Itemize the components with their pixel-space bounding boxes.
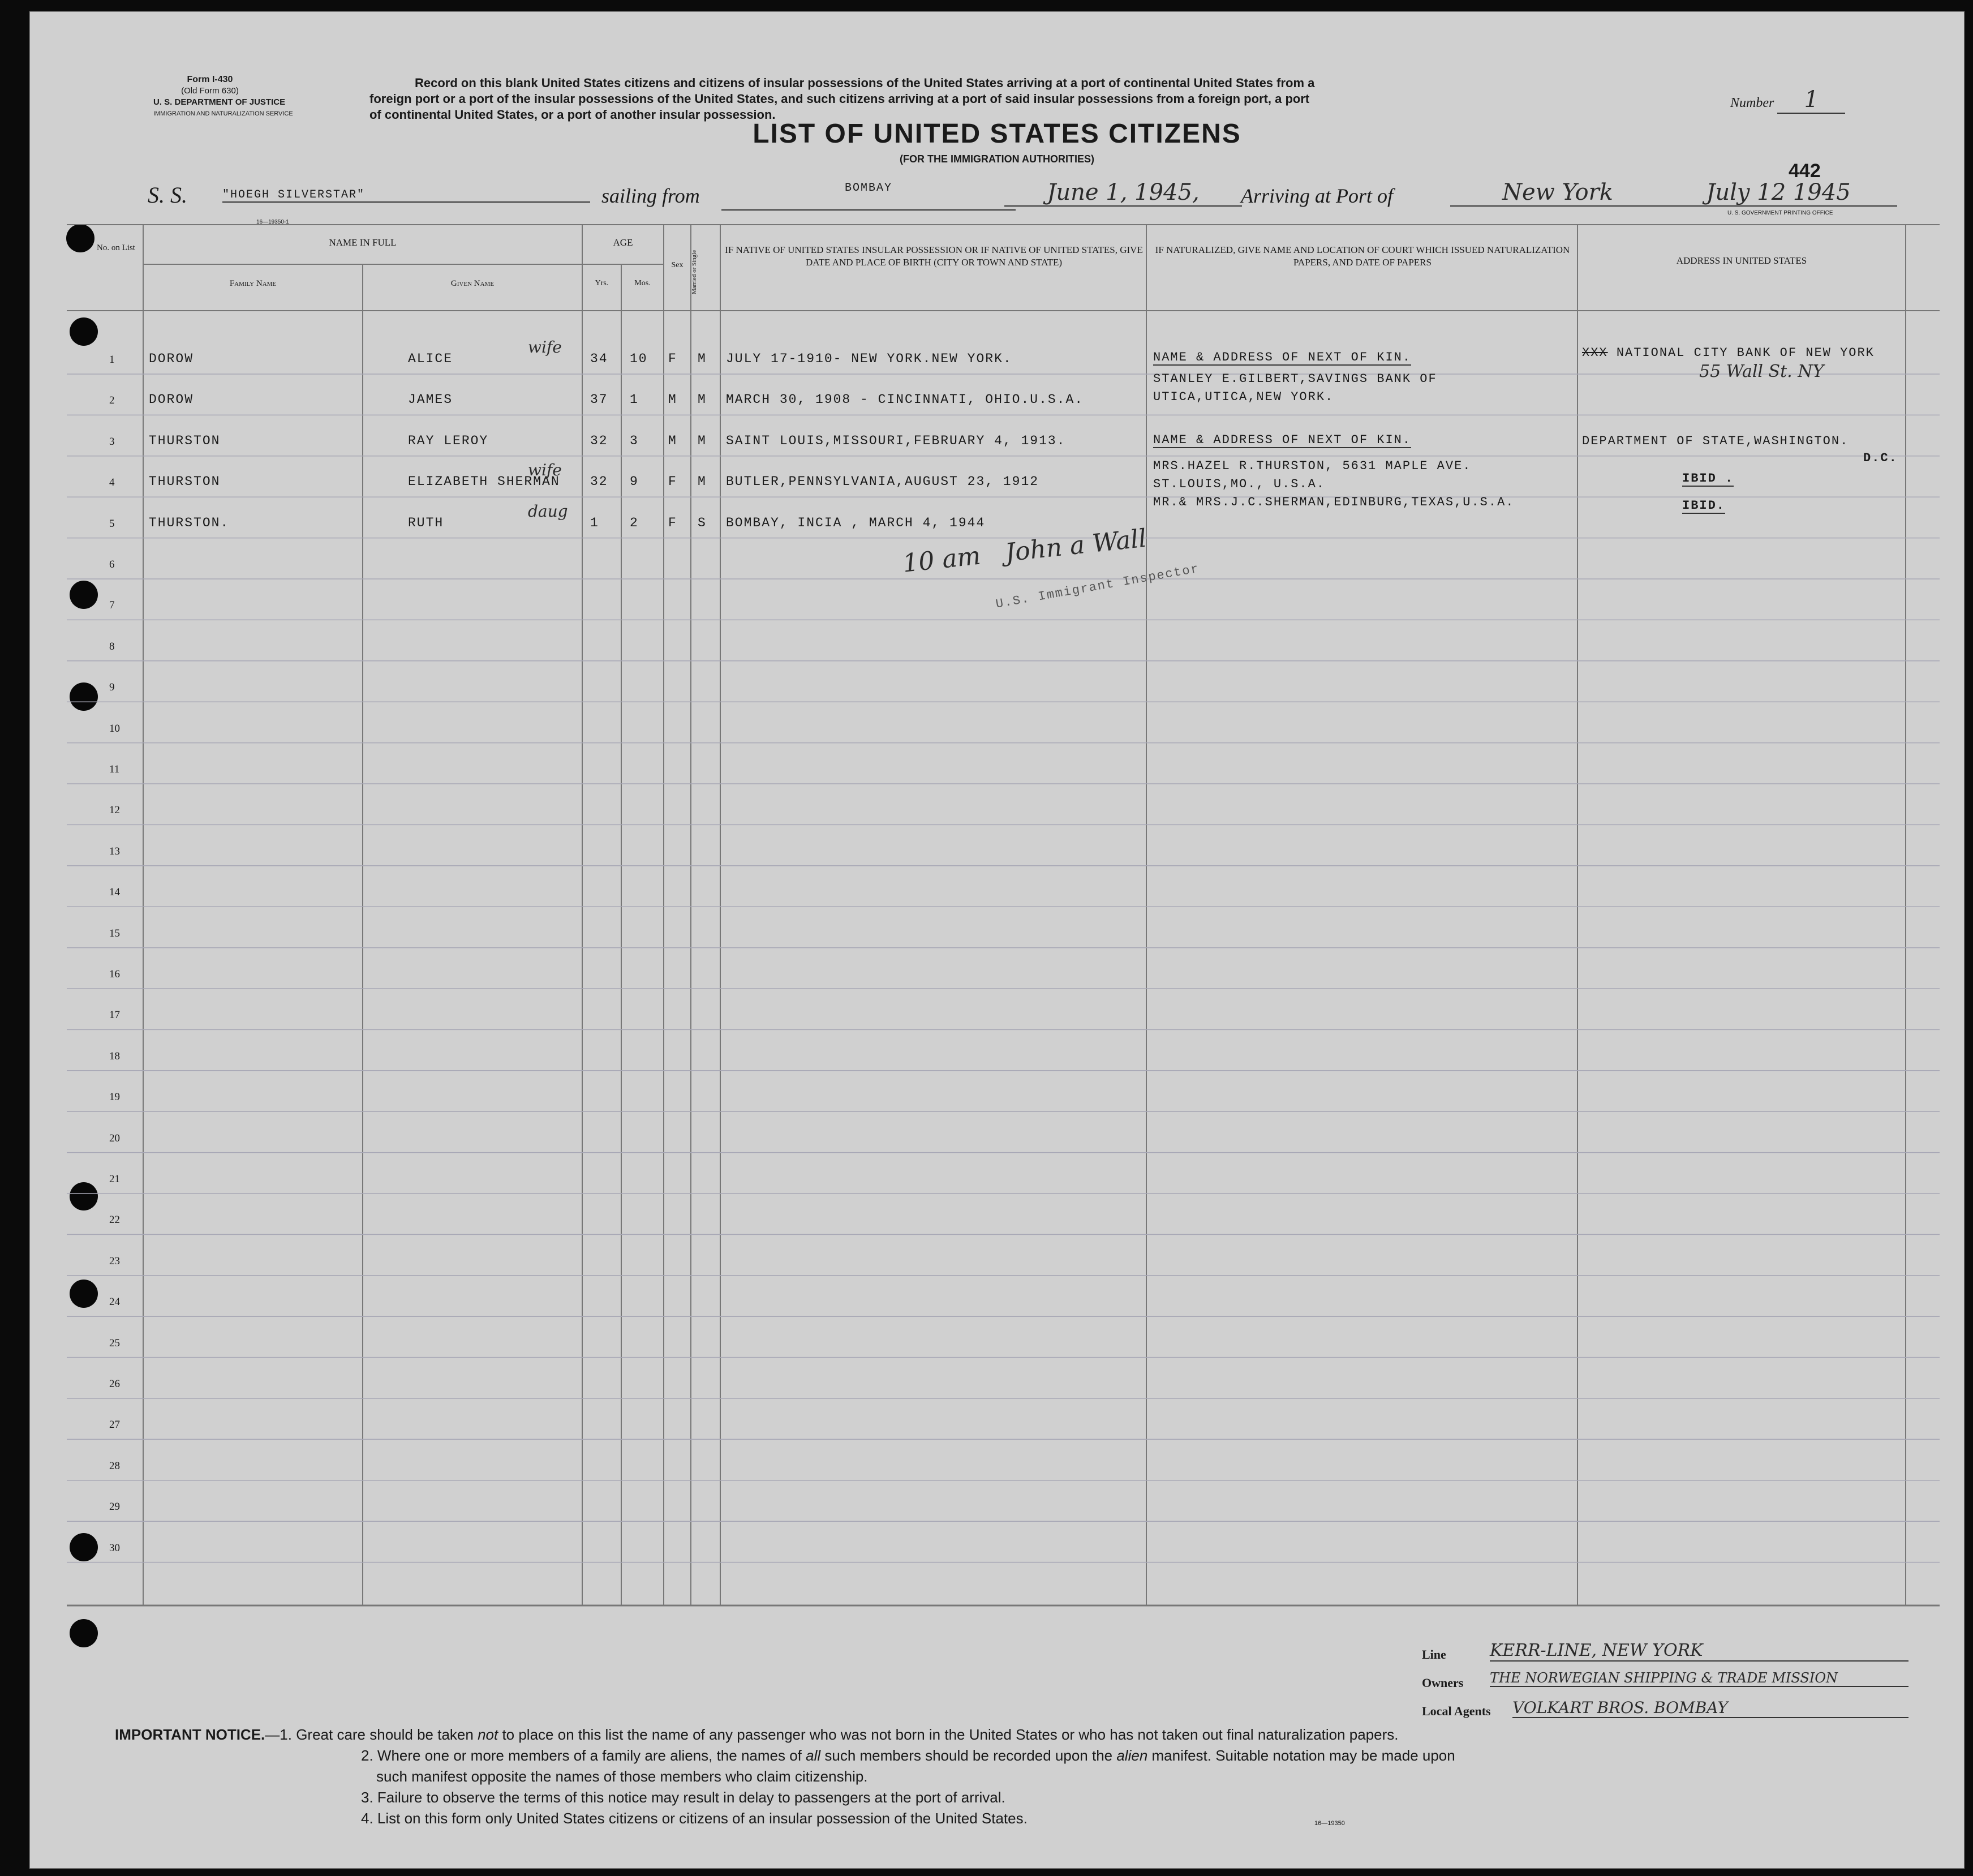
line-number: 25 xyxy=(109,1337,120,1349)
cell-relation-note: wife xyxy=(528,338,562,357)
page-title: LIST OF UNITED STATES CITIZENS xyxy=(753,119,1241,149)
cell-mos: 3 xyxy=(630,433,639,448)
service: IMMIGRATION AND NATURALIZATION SERVICE xyxy=(153,110,293,117)
line-number: 3 xyxy=(109,435,115,448)
notice-2-pre: 2. Where one or more members of a family are aliens, the names of xyxy=(361,1747,806,1764)
col-yrs: Yrs. xyxy=(595,279,609,287)
cell-family: DOROW xyxy=(149,392,194,407)
notice-1-post: to place on this list the name of any passenger who was not born in the United States or who has not taken out final naturalization papers. xyxy=(498,1726,1399,1743)
line-number: 26 xyxy=(109,1378,120,1390)
col-naturalized-info: IF NATURALIZED, GIVE NAME AND LOCATION OF COURT WHICH ISSUED NATURALIZATION PAPERS, AND DATE OF PAPERS xyxy=(1155,244,1570,268)
col-sex: Sex xyxy=(671,261,684,269)
cell-yrs: 37 xyxy=(590,392,608,407)
kin-label-1-text: NAME & ADDRESS OF NEXT OF KIN. xyxy=(1153,350,1412,364)
kin-label-2-text: NAME & ADDRESS OF NEXT OF KIN. xyxy=(1153,433,1412,447)
important-notice xyxy=(115,1724,1455,1829)
notice-2-em2: alien xyxy=(1116,1747,1148,1764)
address-5-text: IBID. xyxy=(1682,499,1726,513)
ship-name: "HOEGH SILVERSTAR" xyxy=(222,188,590,203)
cell-family: THURSTON xyxy=(149,433,221,448)
line-number: 30 xyxy=(109,1542,120,1554)
notice-title: IMPORTANT NOTICE. xyxy=(115,1726,265,1743)
notice-4: 4. List on this form only United States citizens or citizens of an insular possession of the United States. xyxy=(361,1810,1028,1827)
kin-label-2 xyxy=(1153,433,1411,447)
cell-birth: BOMBAY, INCIA , MARCH 4, 1944 xyxy=(726,515,986,530)
kin-2-line-1: MRS.HAZEL R.THURSTON, 5631 MAPLE AVE. xyxy=(1153,459,1472,473)
cell-given: ELIZABETH SHERMAN xyxy=(408,474,560,490)
cell-birth: JULY 17-1910- NEW YORK.NEW YORK. xyxy=(726,351,1012,366)
form-code-small: 16—19350-1 xyxy=(256,219,289,225)
cell-ms: M xyxy=(698,474,707,490)
line-number: 6 xyxy=(109,559,115,570)
line-number: 11 xyxy=(109,763,120,775)
inspector-name: John a Wall xyxy=(1003,523,1148,568)
cell-family: THURSTON. xyxy=(149,515,230,530)
col-given-name: Given Name xyxy=(450,279,495,288)
notice-2b: such manifest opposite the names of those members who claim citizenship. xyxy=(376,1768,868,1785)
line-number: 22 xyxy=(109,1214,120,1226)
line-number: 15 xyxy=(109,927,120,939)
line-number: 29 xyxy=(109,1501,120,1513)
old-form-number: (Old Form 630) xyxy=(181,86,239,96)
cell-given: RAY LEROY xyxy=(408,433,489,448)
cell-ms: M xyxy=(698,433,707,448)
line-number: 2 xyxy=(109,394,115,407)
page-subtitle: (FOR THE IMMIGRATION AUTHORITIES) xyxy=(900,153,1094,165)
line-label: Line xyxy=(1422,1647,1446,1662)
line-number: 21 xyxy=(109,1173,120,1185)
line-number: 19 xyxy=(109,1091,120,1104)
col-name-in-full: NAME IN FULL xyxy=(329,237,397,248)
department: U. S. DEPARTMENT OF JUSTICE xyxy=(153,97,286,107)
manifest-sheet xyxy=(29,11,1965,1869)
cell-sex: M xyxy=(668,392,677,407)
kin-1-line-1: STANLEY E.GILBERT,SAVINGS BANK OF xyxy=(1153,372,1437,386)
cell-mos: 1 xyxy=(630,392,639,407)
inspector-time: 10 am xyxy=(901,541,982,578)
cell-sex: F xyxy=(668,515,677,530)
notice-2-mid: such members should be recorded upon the xyxy=(820,1747,1117,1764)
cell-ms: M xyxy=(698,392,707,407)
cell-relation-note: wife xyxy=(528,461,562,480)
notice-1-em: not xyxy=(478,1726,498,1743)
address-3: DEPARTMENT OF STATE,WASHINGTON. xyxy=(1582,434,1849,448)
address-1-handwritten: 55 Wall St. NY xyxy=(1699,362,1824,381)
cell-given: ALICE xyxy=(408,351,453,366)
agents-value: VOLKART BROS. BOMBAY xyxy=(1512,1698,1908,1718)
cell-relation-note: daug xyxy=(528,501,568,521)
line-value: KERR-LINE, NEW YORK xyxy=(1490,1641,1908,1662)
kin-2-line-3: MR.& MRS.J.C.SHERMAN,EDINBURG,TEXAS,U.S.A. xyxy=(1153,495,1515,509)
notice-2-post: manifest. Suitable notation may be made upon xyxy=(1147,1747,1455,1764)
cell-yrs: 32 xyxy=(590,474,608,490)
cell-ms: S xyxy=(698,515,707,530)
cell-ms: M xyxy=(698,351,707,366)
col-married-single: Married or Single xyxy=(691,250,698,295)
kin-2-line-2: ST.LOUIS,MO., U.S.A. xyxy=(1153,477,1326,491)
cell-mos: 9 xyxy=(630,474,639,490)
cell-family: THURSTON xyxy=(149,474,221,490)
address-1-text: NATIONAL CITY BANK OF NEW YORK xyxy=(1616,346,1875,360)
notice-3: 3. Failure to observe the terms of this notice may result in delay to passengers at the port of arrival. xyxy=(361,1789,1005,1806)
col-birth-info: IF NATIVE OF UNITED STATES INSULAR POSSESSION OR IF NATIVE OF UNITED STATES, GIVE DATE AND PLACE OF BIRTH (CITY OR TOWN AND STATE) xyxy=(725,244,1143,268)
line-number: 4 xyxy=(109,476,115,489)
line-number: 28 xyxy=(109,1459,120,1472)
printer-note: U. S. GOVERNMENT PRINTING OFFICE xyxy=(1727,210,1833,216)
number-value: 1 xyxy=(1777,87,1845,114)
address-1 xyxy=(1582,346,1875,360)
kin-1-line-2: UTICA,UTICA,NEW YORK. xyxy=(1153,390,1334,404)
line-number: 1 xyxy=(109,354,115,366)
col-mos: Mos. xyxy=(634,279,651,287)
address-4-text: IBID . xyxy=(1682,471,1734,486)
line-number: 7 xyxy=(109,599,115,612)
line-number: 20 xyxy=(109,1132,120,1144)
form-number: Form I-430 xyxy=(187,75,233,84)
col-family-name: Family Name xyxy=(229,279,277,288)
col-age: AGE xyxy=(613,237,633,248)
line-number: 12 xyxy=(109,804,120,817)
instruction-line: of continental United States, or a port of another insular possession. xyxy=(369,108,776,122)
cell-birth: BUTLER,PENNSYLVANIA,AUGUST 23, 1912 xyxy=(726,474,1039,490)
cell-birth: SAINT LOUIS,MISSOURI,FEBRUARY 4, 1913. xyxy=(726,433,1066,448)
owners-label: Owners xyxy=(1422,1676,1464,1690)
sailing-from: BOMBAY xyxy=(721,182,1016,211)
notice-2-em: all xyxy=(806,1747,821,1764)
number-label: Number xyxy=(1730,96,1774,110)
sailing-label: sailing from xyxy=(601,184,700,207)
instruction-line: Record on this blank United States citizens and citizens of insular possessions of the United States arriving at a port of continental United States from a xyxy=(415,76,1315,90)
cell-yrs: 32 xyxy=(590,433,608,448)
arriving-label: Arriving at Port of xyxy=(1241,184,1393,207)
address-3b: D.C. xyxy=(1863,451,1898,465)
cell-family: DOROW xyxy=(149,351,194,366)
stamp-number: 442 xyxy=(1789,160,1821,182)
cell-given: JAMES xyxy=(408,392,453,407)
cell-birth: MARCH 30, 1908 - CINCINNATI, OHIO.U.S.A. xyxy=(726,392,1084,407)
line-number: 10 xyxy=(109,722,120,735)
line-number: 8 xyxy=(109,640,115,652)
instruction-line: foreign port or a port of the insular possessions of the United States, and such citizens arriving at a port of said insular possessions from a foreign port, a port xyxy=(369,92,1310,106)
cell-yrs: 1 xyxy=(590,515,599,530)
col-address: ADDRESS IN UNITED STATES xyxy=(1676,255,1807,266)
address-1-struck: XXX xyxy=(1582,346,1608,360)
line-number: 17 xyxy=(109,1009,120,1021)
cell-given: RUTH xyxy=(408,515,444,530)
line-number: 14 xyxy=(109,886,120,899)
line-number: 13 xyxy=(109,845,120,857)
cell-mos: 2 xyxy=(630,515,639,530)
line-number: 18 xyxy=(109,1050,120,1062)
col-no-on-list: No. on List xyxy=(97,243,135,252)
arrival-port: New York xyxy=(1450,179,1665,207)
notice-1-pre: —1. Great care should be taken xyxy=(265,1726,478,1743)
ss-label: S. S. xyxy=(148,182,187,208)
sailing-date: June 1, 1945, xyxy=(1004,179,1242,207)
line-number: 5 xyxy=(109,517,115,530)
cell-sex: M xyxy=(668,433,677,448)
line-number: 24 xyxy=(109,1296,120,1308)
owners-value: THE NORWEGIAN SHIPPING & TRADE MISSION xyxy=(1490,1670,1908,1687)
line-number: 23 xyxy=(109,1255,120,1267)
address-5 xyxy=(1682,499,1725,513)
inspector-title: U.S. Immigrant Inspector xyxy=(995,561,1201,612)
cell-sex: F xyxy=(668,474,677,490)
line-number: 16 xyxy=(109,968,120,980)
address-4 xyxy=(1682,471,1734,486)
agents-label: Local Agents xyxy=(1422,1704,1491,1718)
arrival-date: July 12 1945 xyxy=(1660,179,1897,207)
line-number: 27 xyxy=(109,1419,120,1431)
kin-label-1 xyxy=(1153,350,1411,364)
cell-yrs: 34 xyxy=(590,351,608,366)
line-number: 9 xyxy=(109,681,115,694)
cell-mos: 10 xyxy=(630,351,648,366)
form-code: 16—19350 xyxy=(1314,1820,1345,1827)
cell-sex: F xyxy=(668,351,677,366)
